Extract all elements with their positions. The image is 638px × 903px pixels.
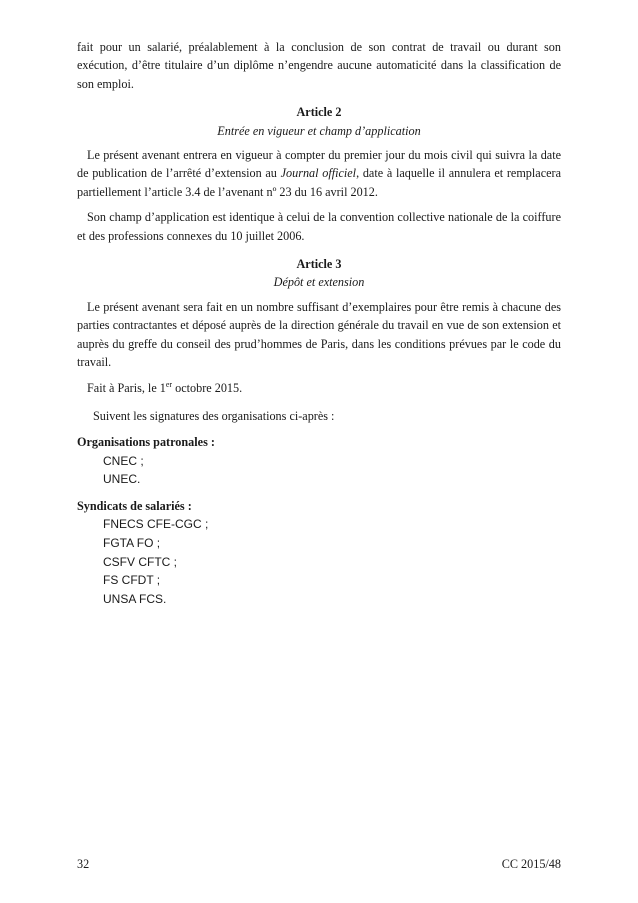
employers-title: Organisations patronales : (77, 435, 215, 450)
ordinal-suffix: er (165, 379, 173, 389)
article-2-paragraph-1 (77, 146, 561, 201)
place-date-line (77, 379, 561, 397)
article-3-subtitle: Dépôt et extension (273, 275, 365, 290)
article-2-title: Article 2 (296, 105, 342, 120)
article-3-paragraph-1: Le présent avenant sera fait en un nombre suffisant d’exemplaires pour être remis à chacune des parties contractantes et déposé auprès de la direction générale du travail en vue de son extension et auprès du greffe du conseil des prud’hommes de Paris, dans les conditions prévues par le code du travail. (77, 299, 561, 370)
signatures-intro: Suivent les signatures des organisations ci-après : (93, 408, 335, 423)
list-item: CSFV CFTC ; (103, 554, 177, 569)
unions-title: Syndicats de salariés : (77, 498, 192, 513)
article-2-p1-start: Le présent avenant entrera en vigueur à compter du premier jour du mois civil qui suivra la date de publication de l’arrêté d’extension au (77, 148, 561, 181)
list-item: UNSA FCS. (103, 591, 167, 606)
intro-paragraph: fait pour un salarié, préalablement à la conclusion de son contrat de travail ou durant son exécution, d’être titulaire d’un diplôme n’engendre aucune automaticité dans la classification de son emploi. (77, 40, 561, 91)
list-item: CNEC ; (103, 453, 144, 468)
place-date-start: Fait à Paris, le 1 (87, 380, 166, 395)
article-3-title: Article 3 (296, 257, 342, 272)
document-page (77, 38, 561, 608)
list-item: FS CFDT ; (103, 573, 161, 588)
article-2-paragraph-2: Son champ d’application est identique à celui de la convention collective nationale de la coiffure et des professions connexes du 10 juillet 2006. (77, 210, 561, 243)
document-reference: CC 2015/48 (501, 857, 561, 871)
article-2-p1-end: , date à laquelle il annulera et remplacera partiellement l’article 3.4 de l’avenant nº 23 du 16 avril 2012. (77, 166, 561, 199)
place-date-end: octobre 2015. (172, 380, 243, 395)
article-2-subtitle: Entrée en vigueur et champ d’application (217, 123, 421, 138)
journal-officiel-text: Journal officiel (280, 166, 357, 181)
employers-list (77, 452, 561, 489)
list-item: FNECS CFE-CGC ; (103, 517, 209, 532)
list-item: FGTA FO ; (103, 535, 161, 550)
page-number: 32 (77, 857, 90, 871)
list-item: UNEC. (103, 472, 141, 487)
unions-list (77, 515, 561, 608)
